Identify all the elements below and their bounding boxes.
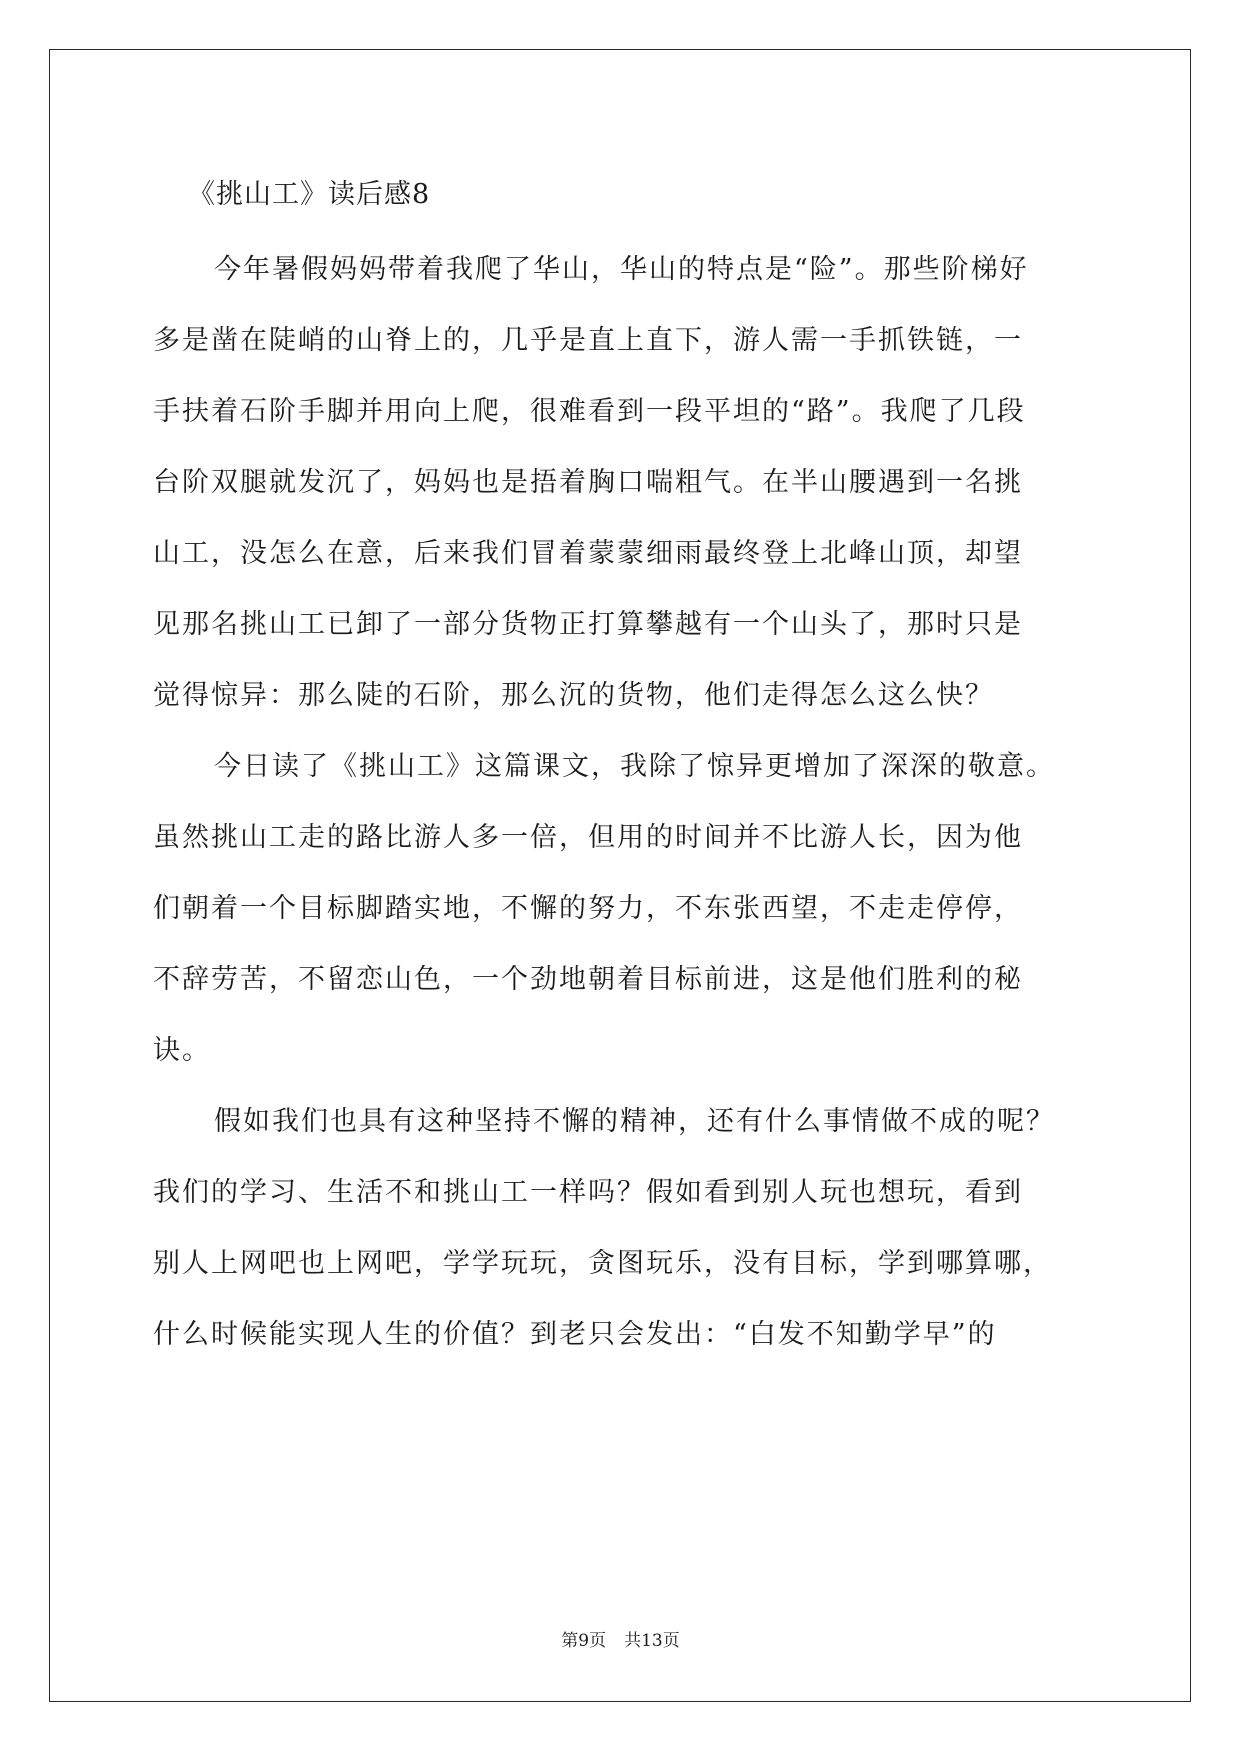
paragraph-line: 觉得惊异：那么陡的石阶，那么沉的货物，他们走得怎么这么快？ xyxy=(153,680,994,711)
paragraph-line: 多是凿在陡峭的山脊上的，几乎是直上直下，游人需一手抓铁链，一 xyxy=(153,325,1023,356)
paragraph-line: 我们的学习、生活不和挑山工一样吗？假如看到别人玩也想玩，看到 xyxy=(153,1177,1023,1208)
page-border xyxy=(49,49,1191,1702)
paragraph-line: 不辞劳苦，不留恋山色，一个劲地朝着目标前进，这是他们胜利的秘 xyxy=(153,964,1023,995)
paragraph-line: 别人上网吧也上网吧，学学玩玩，贪图玩乐，没有目标，学到哪算哪， xyxy=(153,1248,1052,1279)
document-title: 《挑山工》读后感8 xyxy=(188,179,431,210)
paragraph-line: 虽然挑山工走的路比游人多一倍，但用的时间并不比游人长，因为他 xyxy=(153,822,1023,853)
paragraph-line: 台阶双腿就发沉了，妈妈也是捂着胸口喘粗气。在半山腰遇到一名挑 xyxy=(153,467,1023,498)
paragraph-line: 山工，没怎么在意，后来我们冒着蒙蒙细雨最终登上北峰山顶，却望 xyxy=(153,538,1023,569)
paragraph-line: 今年暑假妈妈带着我爬了华山，华山的特点是“险”。那些阶梯好 xyxy=(214,254,1029,285)
paragraph-line: 什么时候能实现人生的价值？到老只会发出：“白发不知勤学早”的 xyxy=(153,1319,997,1350)
paragraph-line: 今日读了《挑山工》这篇课文，我除了惊异更增加了深深的敬意。 xyxy=(214,751,1055,782)
paragraph-line: 手扶着石阶手脚并用向上爬，很难看到一段平坦的“路”。我爬了几段 xyxy=(153,396,1026,427)
page-footer xyxy=(0,1626,1241,1651)
page-total: 共13页 xyxy=(624,1631,680,1651)
page-number: 第9页 xyxy=(561,1631,607,1651)
paragraph-line: 诀。 xyxy=(153,1035,211,1066)
paragraph-line: 们朝着一个目标脚踏实地，不懈的努力，不东张西望，不走走停停， xyxy=(153,893,1023,924)
paragraph-line: 假如我们也具有这种坚持不懈的精神，还有什么事情做不成的呢？ xyxy=(214,1106,1055,1137)
paragraph-line: 见那名挑山工已卸了一部分货物正打算攀越有一个山头了，那时只是 xyxy=(153,609,1023,640)
